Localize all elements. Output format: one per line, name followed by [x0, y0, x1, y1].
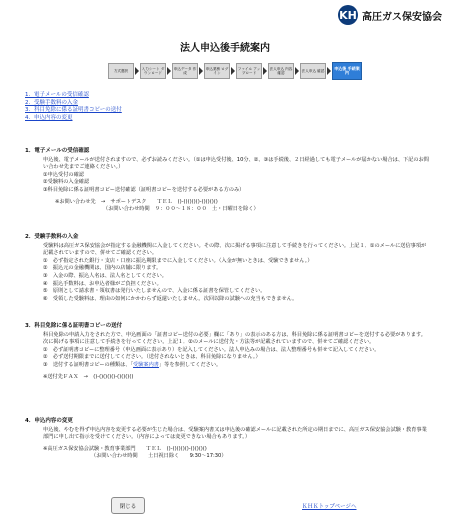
- org-logo: [338, 5, 442, 25]
- exam-guide-link[interactable]: 受験案内書: [133, 361, 159, 368]
- khk-top-link[interactable]: ＫＨＫトップページへ: [302, 504, 357, 510]
- list-item: ② 必ず送付期限までに送付してください。（送付されないときは、科目免除になりません。）: [43, 354, 261, 361]
- contact-hours: （お問い合わせ時間 土日祝日除く 9:30～17:30）: [91, 453, 227, 460]
- arrow-right-icon: [295, 67, 299, 75]
- paragraph: 次に掲げる事項に注意して手続きを行ってください。上記１．②のメールに送付先・方法等が記載されていますので、併せてご確認ください。: [43, 339, 375, 346]
- list-item: ②受験料の入金確認: [43, 179, 90, 186]
- step-corporate-confirm: 法人申込 確認: [300, 63, 326, 79]
- section-payment: [25, 234, 430, 303]
- arrow-right-icon: [327, 67, 331, 75]
- paragraph: 科目免除の申請入力をされた方で、申込画面の「証書コピー送付の必要」欄に「あり」の表示のある方は、科目免除に係る証明書コピーを送付する必要があります。: [43, 331, 426, 338]
- step-data-create: 申込データ 作成: [172, 63, 198, 79]
- list-item: ③科目免除に係る証明書コピー送付確認（証明書コピーを送付する必要がある方のみ）: [43, 186, 245, 193]
- contact-info: ※お問い合わせ先 → サポートデスク ＴＥＬ ()-()()()()-()()()(): [55, 198, 218, 205]
- list-item: [43, 362, 430, 370]
- arrow-right-icon: [135, 67, 139, 75]
- step-post-guidance: 申込後 手続案内: [332, 62, 362, 80]
- paragraph: 申込後、電子メールが送付されますので、必ずお読みください。（①は申込受付後、10分、②、③は手続後、２日経過しても電子メールが届かない場合は、下記のお問い合わせ先までご連絡ください。）: [43, 156, 429, 171]
- paragraph: 申込後、やむを得ず申込内容を変更する必要が生じた場合は、受験案内書又は申込後の確認メールに記載された所定の期日までに、高圧ガス保安協会試験・教育事業部門に申し出て指示を受けてください。（内容によっては変更できない場合もあります。）: [43, 426, 427, 441]
- list-item: ③ 入金の際、振込人名は、法人名としてください。: [43, 272, 167, 279]
- contact-hours: （お問い合わせ時間 ９：００～１８：００ 土・日曜日を除く）: [103, 206, 259, 213]
- toc-link-certificate[interactable]: 3．科目免除に係る証明書コピーの送付: [25, 107, 122, 114]
- arrow-right-icon: [263, 67, 267, 75]
- step-content-confirm: 法人申込 内容確認: [268, 63, 294, 79]
- step-method-select: 方式選択: [108, 63, 134, 79]
- toc-link-payment[interactable]: 2．受験手数料の入金: [25, 99, 78, 106]
- section-heading: 4．申込内容の変更: [25, 418, 73, 424]
- step-progress: [108, 62, 362, 80]
- arrow-right-icon: [231, 67, 235, 75]
- text: ③ 送付する証明書コピーの種類は、「: [43, 361, 134, 368]
- fax-info: ※送付先ＦＡＸ → ()-()()()()-()()()(): [43, 373, 134, 380]
- section-heading: 3．科目免除に係る証明書コピーの送付: [25, 323, 123, 329]
- paragraph: 受験料は高圧ガス保安協会が指定する金融機関に入金してください。その際、次に掲げる事項に注意して手続きを行ってください。上記１．①のメールに送信事項が記載されていますので、併せてご確認ください。: [43, 242, 427, 257]
- contact-info: ※高圧ガス保安協会試験・教育事業部門 ＴＥＬ ()-()()()()-()()()(): [43, 445, 207, 452]
- khk-logo-icon: KH: [338, 5, 358, 25]
- toc-link-change[interactable]: 4．申込内容の変更: [25, 114, 73, 121]
- arrow-right-icon: [199, 67, 203, 75]
- step-sheet-download: 入力シート ダウンロード: [140, 63, 166, 79]
- arrow-right-icon: [167, 67, 171, 75]
- list-item: ④ 振込手数料は、お申込者様がご負担ください。: [43, 280, 162, 287]
- section-email: [25, 148, 430, 214]
- section-change: [25, 418, 430, 461]
- step-file-upload: ファイル アップロード: [236, 63, 262, 79]
- section-heading: 2．受験手数料の入金: [25, 234, 79, 240]
- step-login: 申込業務 ログイン: [204, 63, 230, 79]
- section-heading: 1．電子メールの受信確認: [25, 148, 90, 154]
- list-item: ⑤ 原則として請求書・領収書は発行いたしませんので、入金に係る証書を保管してください。: [43, 288, 266, 295]
- text: 」等を参照してください。: [158, 361, 222, 368]
- list-item: ⑥ 受領した受験料は、理由の如何にかかわらず返還いたしません。次回以降の試験への充当もできません。: [43, 295, 298, 302]
- list-item: ② 振込元の金融機関は、国内の店舗に限ります。: [43, 265, 162, 272]
- section-certificate: [25, 323, 430, 381]
- toc-link-email[interactable]: 1．電子メールの受信確認: [25, 92, 89, 98]
- list-item: ①申込受付の確認: [43, 171, 84, 178]
- close-button[interactable]: 閉じる: [111, 497, 145, 514]
- org-name: 高圧ガス保安協会: [362, 11, 442, 23]
- page-title: 法人申込後手続案内: [180, 43, 270, 54]
- list-item: ① 必ず指定された銀行・支店・口座に振込期限までに入金してください。（入金が無いときは、受験できません。）: [43, 257, 313, 264]
- list-item: ① 必ず証明書コピーに整理番号（申込画面に表示あり）を記入してください。法人申込みの場合は、法人整理番号も併せて記入してください。: [43, 346, 380, 353]
- table-of-contents: [25, 92, 122, 122]
